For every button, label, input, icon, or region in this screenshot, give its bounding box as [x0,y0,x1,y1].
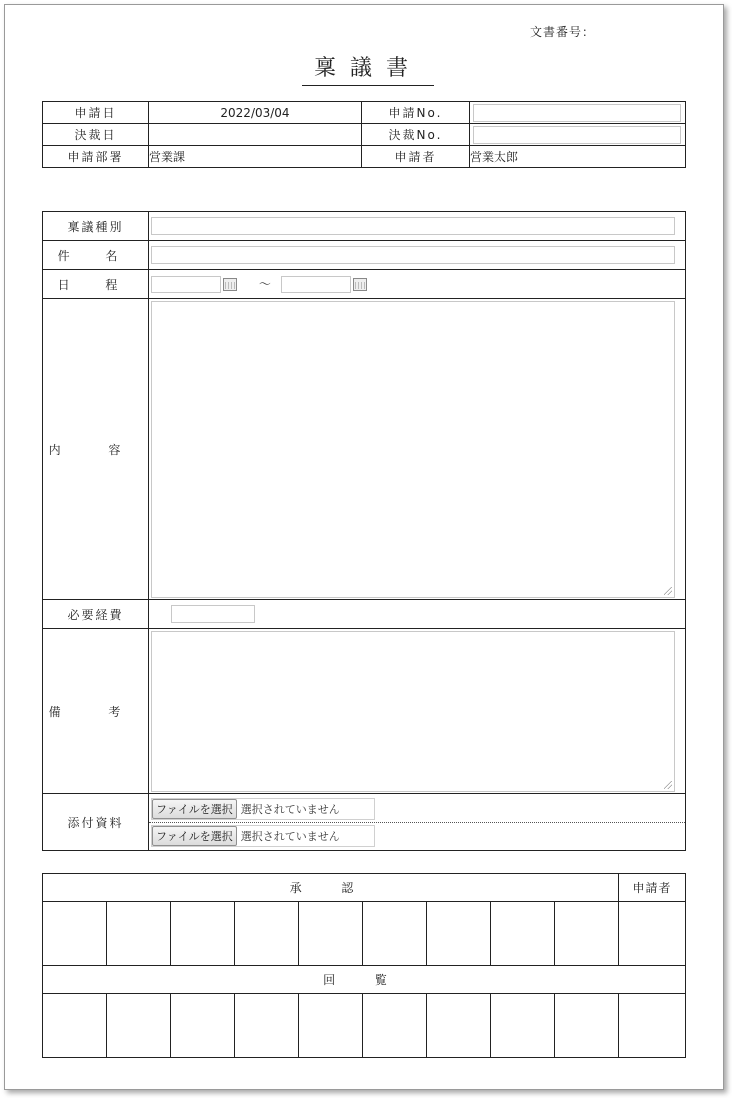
approval-stamp-cell[interactable] [171,902,235,966]
circulation-stamp-cell[interactable] [555,994,619,1058]
schedule-separator: ～ [258,277,271,291]
circulation-stamp-cell[interactable] [427,994,491,1058]
file-input[interactable] [151,825,375,847]
applicant-header: 申請者 [619,874,686,902]
apply-no-input[interactable] [473,104,681,122]
approval-stamp-cell[interactable] [491,902,555,966]
schedule-label: 日 程 [43,270,149,299]
apply-date-label: 申請日 [43,102,149,124]
type-cell [149,212,686,241]
content-label: 内 容 [43,299,149,600]
attachment-row [149,823,685,849]
subject-label: 件 名 [43,241,149,270]
page-title: 稟議書 [302,55,434,86]
resize-grip-icon[interactable] [664,781,672,789]
attachment-row [149,796,685,823]
circulation-header: 回 覧 [43,966,686,994]
applicant-stamp-cell[interactable] [619,902,686,966]
file-select-button[interactable]: ファイルを選択 [152,826,237,846]
end-date-input[interactable] [281,276,351,293]
circulation-stamp-cell[interactable] [171,994,235,1058]
approval-stamp-cell[interactable] [427,902,491,966]
type-label: 稟議種別 [43,212,149,241]
subject-input[interactable] [151,246,675,264]
stamp-table [42,873,686,1058]
document-page [4,4,724,1090]
decision-no-label: 決裁No. [362,124,470,146]
notes-label: 備 考 [43,629,149,794]
attachments-label: 添付資料 [43,794,149,851]
applicant-label: 申請者 [362,146,470,168]
dept-label: 申請部署 [43,146,149,168]
applicant-value: 営業太郎 [470,146,686,168]
calendar-icon[interactable] [223,278,237,291]
dept-value: 営業課 [149,146,362,168]
content-textarea[interactable] [151,301,675,598]
approval-stamp-cell[interactable] [235,902,299,966]
apply-no-label: 申請No. [362,102,470,124]
subject-cell [149,241,686,270]
content-cell [149,299,686,600]
start-date-input[interactable] [151,276,221,293]
circulation-stamp-cell[interactable] [491,994,555,1058]
file-input[interactable] [151,798,375,820]
cost-cell [149,600,686,629]
resize-grip-icon[interactable] [664,587,672,595]
schedule-cell [149,270,686,299]
approval-stamp-cell[interactable] [43,902,107,966]
approval-stamp-cell[interactable] [107,902,171,966]
circulation-stamp-cell[interactable] [619,994,686,1058]
decision-no-input[interactable] [473,126,681,144]
circulation-stamp-cell[interactable] [363,994,427,1058]
apply-date-value: 2022/03/04 [149,102,362,124]
form-table [42,211,686,851]
doc-number-label: 文書番号： [530,25,596,39]
approval-header: 承 認 [43,874,619,902]
circulation-stamp-cell[interactable] [43,994,107,1058]
info-table [42,101,686,168]
approval-stamp-cell[interactable] [363,902,427,966]
file-status: 選択されていません [240,802,340,816]
notes-textarea[interactable] [151,631,675,792]
approval-stamp-cell[interactable] [299,902,363,966]
cost-label: 必要経費 [43,600,149,629]
notes-cell [149,629,686,794]
circulation-stamp-cell[interactable] [299,994,363,1058]
file-select-button[interactable]: ファイルを選択 [152,799,237,819]
apply-no-cell [470,102,686,124]
decision-date-value [149,124,362,146]
decision-no-cell [470,124,686,146]
decision-date-label: 決裁日 [43,124,149,146]
calendar-icon[interactable] [353,278,367,291]
attachments-cell [149,794,686,851]
cost-input[interactable] [171,605,255,623]
file-status: 選択されていません [240,829,340,843]
circulation-stamp-cell[interactable] [107,994,171,1058]
approval-stamp-cell[interactable] [555,902,619,966]
circulation-stamp-cell[interactable] [235,994,299,1058]
type-input[interactable] [151,217,675,235]
